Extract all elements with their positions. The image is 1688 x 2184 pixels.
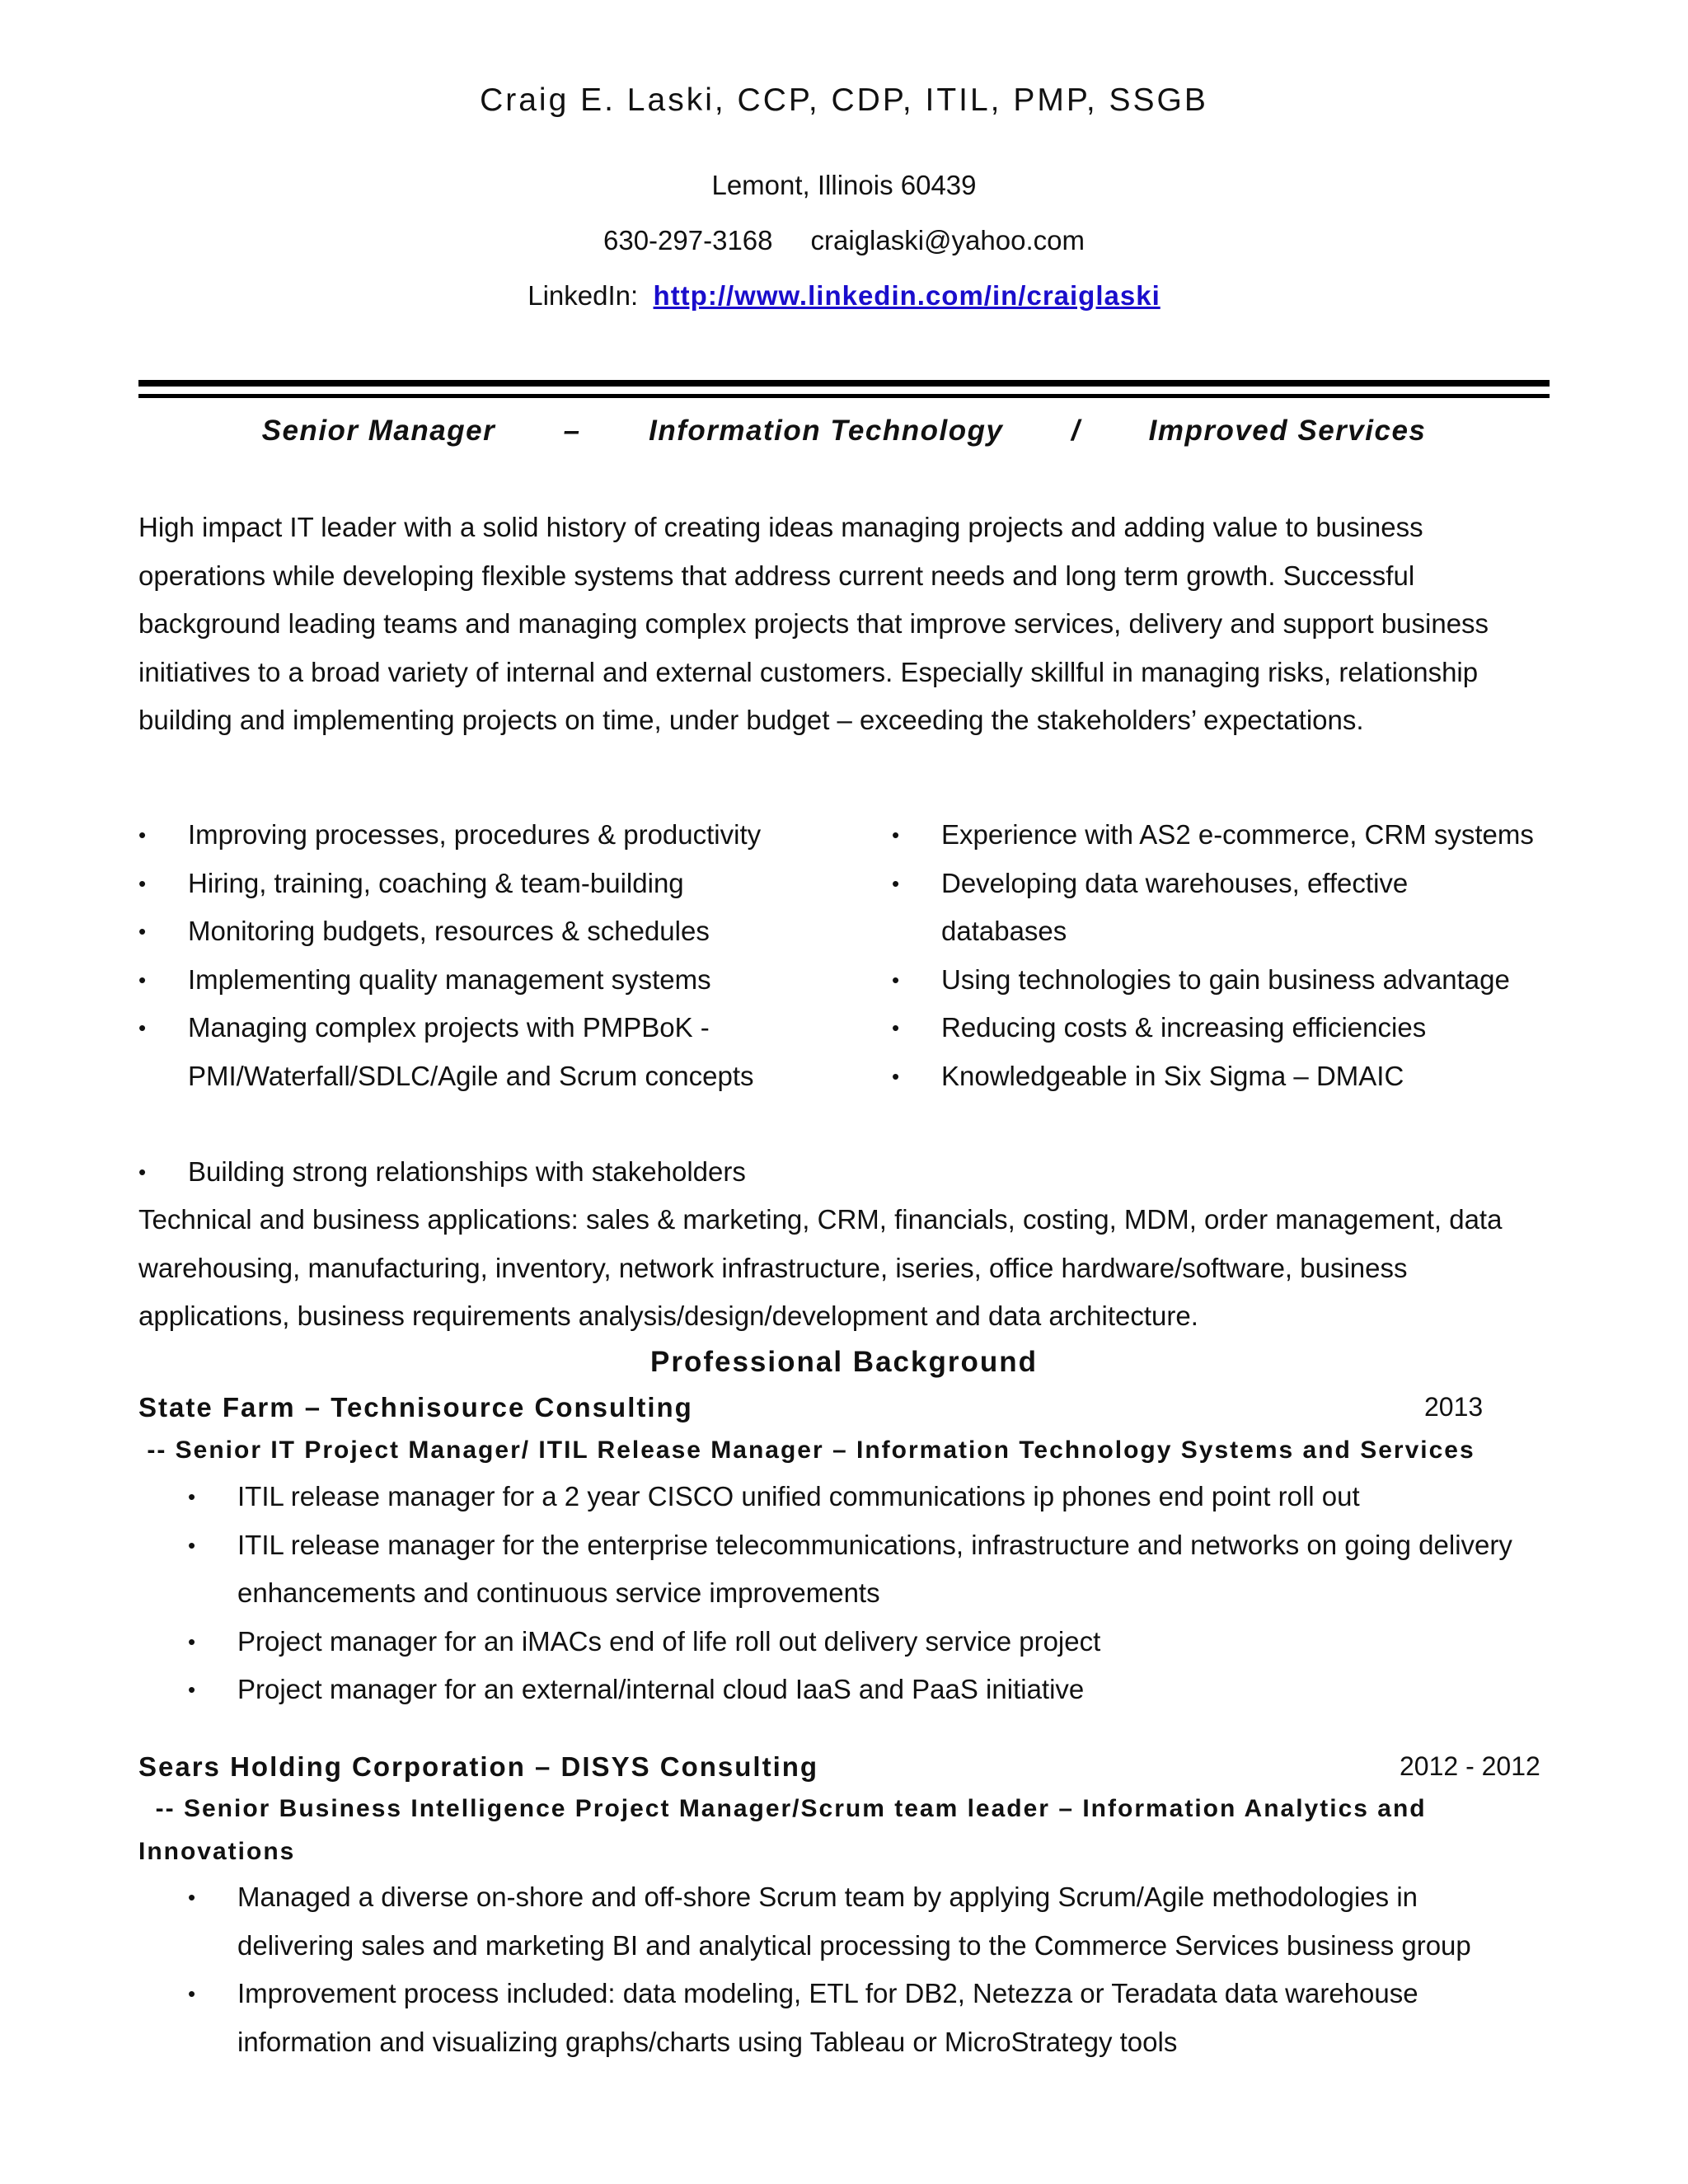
- job-bullet: • Project manager for an external/internal cloud IaaS and PaaS initiative: [188, 1666, 1573, 1714]
- tagline-slash: /: [1071, 415, 1081, 447]
- skill-item: • Using technologies to gain business advantage: [892, 956, 1551, 1005]
- summary-paragraph: [138, 504, 1556, 745]
- skills-right-list: [892, 811, 1551, 1100]
- linkedin-link[interactable]: http://www.linkedin.com/in/craiglaski: [653, 280, 1160, 311]
- job-bullet-continuation: delivering sales and marketing BI and analytical processing to the Commerce Services business group: [237, 1929, 1471, 1961]
- linkedin-label: LinkedIn:: [528, 280, 639, 311]
- tagline: [0, 415, 1688, 448]
- job-bullet: • ITIL release manager for the enterprise telecommunications, infrastructure and networks on going delivery: [188, 1521, 1573, 1570]
- tagline-focus: Improved Services: [1148, 415, 1427, 447]
- skill-item: • Developing data warehouses, effective: [892, 860, 1551, 908]
- job-bullet: • Project manager for an iMACs end of life roll out delivery service project: [188, 1618, 1573, 1666]
- job-bullet: • Improvement process included: data modeling, ETL for DB2, Netezza or Teradata data warehouse: [188, 1970, 1573, 2018]
- skill-item: • Implementing quality management systems: [138, 956, 864, 1005]
- tagline-dash: –: [563, 415, 581, 447]
- contact-line: [0, 225, 1688, 256]
- skill-item-continuation: PMI/Waterfall/SDLC/Agile and Scrum concepts: [188, 1060, 754, 1091]
- summary-line: High impact IT leader with a solid history of creating ideas managing projects and adding value to business: [138, 512, 1423, 542]
- job-bullets: [188, 1473, 1573, 1714]
- skill-item: • Building strong relationships with stakeholders: [138, 1148, 1128, 1197]
- header-divider-thin: [138, 394, 1550, 398]
- job-company: State Farm – Technisource Consulting: [138, 1392, 693, 1422]
- job-company: Sears Holding Corporation – DISYS Consulting: [138, 1751, 819, 1782]
- skill-item: • Hiring, training, coaching & team-building: [138, 860, 864, 908]
- skill-item: • Monitoring budgets, resources & schedules: [138, 907, 864, 956]
- job-role: -- Senior IT Project Manager/ ITIL Release Manager – Information Technology Systems and Services: [138, 1436, 1475, 1464]
- tech-line: warehousing, manufacturing, inventory, network infrastructure, iseries, office hardware/software, business: [138, 1252, 1408, 1283]
- technical-applications: [138, 1196, 1556, 1341]
- phone: 630-297-3168: [603, 225, 773, 255]
- header-divider-thick: [138, 380, 1550, 387]
- skill-item: • Experience with AS2 e-commerce, CRM systems: [892, 811, 1551, 860]
- summary-line: operations while developing flexible systems that address current needs and long term growth. Successful: [138, 560, 1415, 591]
- skill-item: • Managing complex projects with PMPBoK -: [138, 1004, 864, 1052]
- job-bullet: • Managed a diverse on-shore and off-shore Scrum team by applying Scrum/Agile methodologies in: [188, 1873, 1573, 1922]
- linkedin-line: [0, 280, 1688, 312]
- skills-extra-list: [138, 1148, 1128, 1197]
- section-heading-professional-background: Professional Background: [650, 1346, 1038, 1378]
- email[interactable]: craiglaski@yahoo.com: [810, 225, 1085, 255]
- job-years: 2013: [1424, 1392, 1484, 1422]
- summary-line: building and implementing projects on time, under budget – exceeding the stakeholders’ expectations.: [138, 705, 1364, 735]
- tech-line: Technical and business applications: sales & marketing, CRM, financials, costing, MDM, order management, data: [138, 1204, 1503, 1235]
- summary-line: initiatives to a broad variety of internal and external customers. Especially skillful in managing risks, relationship: [138, 656, 1479, 687]
- job-years: 2012 - 2012: [1400, 1751, 1540, 1781]
- tagline-title: Senior Manager: [261, 415, 496, 447]
- tagline-field: Information Technology: [649, 415, 1004, 447]
- job-role: -- Senior Business Intelligence Project Manager/Scrum team leader – Information Analytics and: [138, 1795, 1427, 1822]
- job-role-continuation: Innovations: [138, 1838, 296, 1865]
- job-bullet-continuation: information and visualizing graphs/charts using Tableau or MicroStrategy tools: [237, 2026, 1178, 2057]
- skill-item: • Improving processes, procedures & productivity: [138, 811, 864, 860]
- tech-line: applications, business requirements analysis/design/development and data architecture.: [138, 1301, 1198, 1331]
- location: Lemont, Illinois 60439: [711, 170, 977, 200]
- job-bullet: • ITIL release manager for a 2 year CISCO unified communications ip phones end point roll out: [188, 1473, 1573, 1521]
- job-bullets: [188, 1873, 1573, 2066]
- skills-left-list: [138, 811, 864, 1100]
- job-bullet-continuation: enhancements and continuous service improvements: [237, 1577, 880, 1608]
- skill-item: • Knowledgeable in Six Sigma – DMAIC: [892, 1052, 1551, 1101]
- summary-line: background leading teams and managing complex projects that improve services, delivery and support business: [138, 608, 1489, 639]
- skill-item-continuation: databases: [941, 916, 1067, 946]
- skill-item: • Reducing costs & increasing efficiencies: [892, 1004, 1551, 1052]
- candidate-name: Craig E. Laski, CCP, CDP, ITIL, PMP, SSGB: [480, 82, 1208, 118]
